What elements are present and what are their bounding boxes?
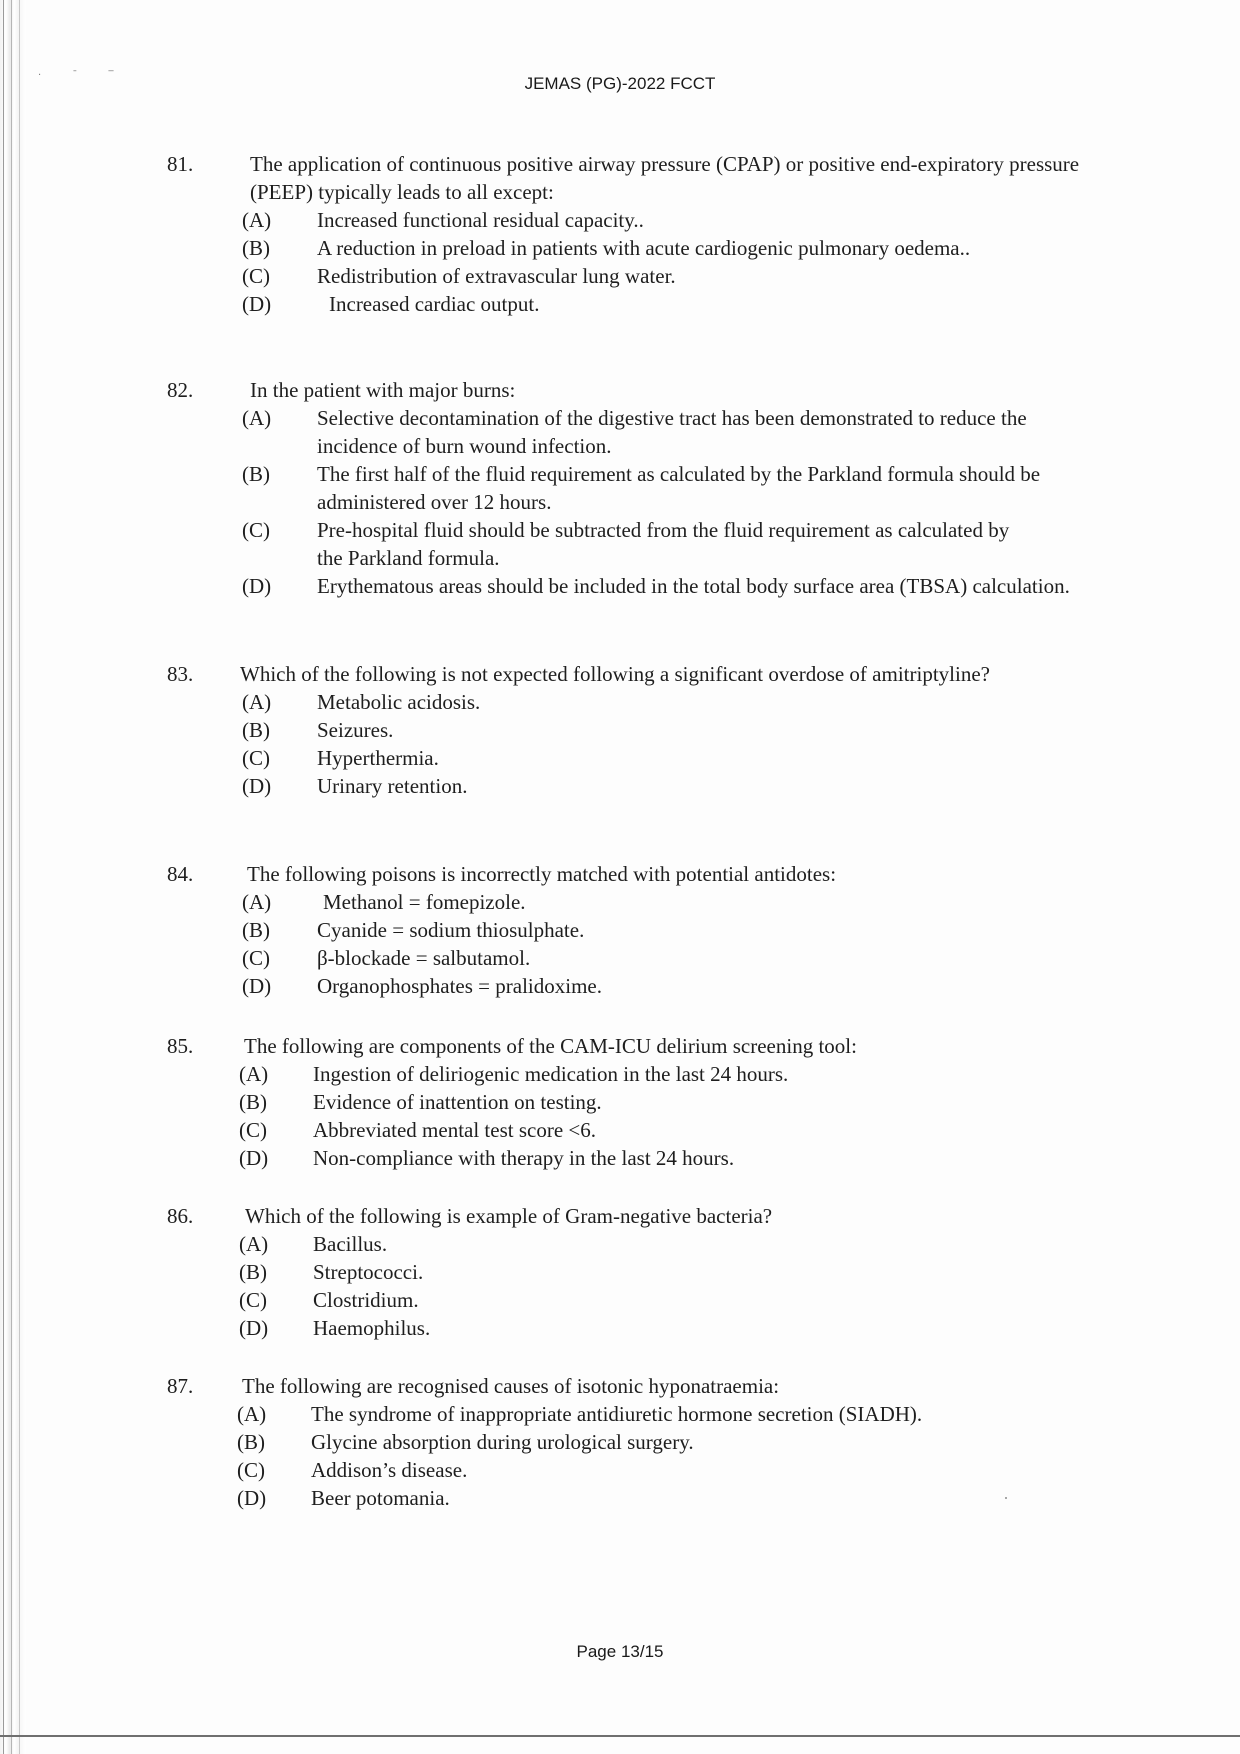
option-b — [0, 460, 1240, 516]
option-label: (B) — [242, 718, 270, 742]
option-label: (A) — [242, 690, 272, 714]
option-list — [0, 1230, 1240, 1342]
scan-bottom-edge — [0, 1735, 1240, 1737]
option-d — [0, 1314, 1240, 1342]
option-a — [0, 1230, 1240, 1258]
option-text: Glycine absorption during urological surgery. — [311, 1430, 694, 1454]
option-text: Ingestion of deliriogenic medication in the last 24 hours. — [313, 1062, 789, 1086]
option-text: Increased functional residual capacity.. — [317, 208, 644, 232]
option-text: A reduction in preload in patients with acute cardiogenic pulmonary oedema.. — [317, 236, 971, 260]
option-d — [0, 972, 1240, 1000]
option-label: (C) — [242, 518, 270, 542]
option-text: Beer potomania. — [311, 1486, 450, 1510]
option-c — [0, 1456, 1240, 1484]
question-86 — [0, 1202, 1240, 1342]
option-label: (D) — [242, 574, 272, 598]
option-text: Metabolic acidosis. — [317, 690, 481, 714]
option-text: β-blockade = salbutamol. — [317, 946, 531, 970]
option-label: (A) — [242, 406, 272, 430]
question-stem: The application of continuous positive airway pressure (CPAP) or positive end-expiratory pressure (PEEP) typically leads to all except: — [250, 152, 1080, 204]
option-label: (C) — [242, 746, 270, 770]
option-label: (B) — [239, 1260, 267, 1284]
question-number: 82. — [167, 378, 194, 402]
question-number: 85. — [167, 1034, 194, 1058]
option-label: (A) — [239, 1232, 269, 1256]
option-list — [0, 888, 1240, 1000]
option-text: Organophosphates = pralidoxime. — [317, 974, 602, 998]
option-label: (C) — [239, 1118, 267, 1142]
page-header: JEMAS (PG)-2022 FCCT — [524, 74, 716, 93]
option-list — [0, 1400, 1240, 1512]
option-label: (C) — [242, 264, 270, 288]
option-a — [0, 1060, 1240, 1088]
option-label: (C) — [242, 946, 270, 970]
option-b — [0, 716, 1240, 744]
option-label: (B) — [242, 918, 270, 942]
option-label: (B) — [237, 1430, 265, 1454]
question-stem: Which of the following is example of Gram-negative bacteria? — [245, 1204, 773, 1228]
option-c — [0, 1286, 1240, 1314]
option-text: Increased cardiac output. — [329, 292, 540, 316]
question-stem: The following poisons is incorrectly matched with potential antidotes: — [247, 862, 837, 886]
option-c — [0, 744, 1240, 772]
option-d — [0, 572, 1240, 600]
question-number: 83. — [167, 662, 194, 686]
option-text: Cyanide = sodium thiosulphate. — [317, 918, 585, 942]
option-b — [0, 1258, 1240, 1286]
option-a — [0, 888, 1240, 916]
option-c — [0, 516, 1240, 572]
option-text: Abbreviated mental test score <6. — [313, 1118, 596, 1142]
option-text: The syndrome of inappropriate antidiuretic hormone secretion (SIADH). — [311, 1402, 923, 1426]
question-stem: The following are components of the CAM-ICU delirium screening tool: — [244, 1034, 857, 1058]
option-text: Methanol = fomepizole. — [323, 890, 526, 914]
scan-speck — [1005, 1497, 1007, 1499]
option-b — [0, 916, 1240, 944]
question-81 — [0, 150, 1240, 318]
option-b — [0, 1428, 1240, 1456]
question-87 — [0, 1372, 1240, 1512]
option-text: Urinary retention. — [317, 774, 468, 798]
option-c — [0, 262, 1240, 290]
option-label: (D) — [242, 292, 272, 316]
option-label: (B) — [242, 462, 270, 486]
option-b — [0, 234, 1240, 262]
option-text: Evidence of inattention on testing. — [313, 1090, 602, 1114]
option-label: (C) — [237, 1458, 265, 1482]
question-stem: The following are recognised causes of isotonic hyponatraemia: — [242, 1374, 780, 1398]
option-c — [0, 1116, 1240, 1144]
option-text: Haemophilus. — [313, 1316, 431, 1340]
option-c — [0, 944, 1240, 972]
option-text: Clostridium. — [313, 1288, 419, 1312]
question-82 — [0, 376, 1240, 600]
option-label: (B) — [242, 236, 270, 260]
option-text: Pre-hospital fluid should be subtracted from the fluid requirement as calculated by the Parkland formula. — [317, 518, 1010, 570]
option-label: (D) — [242, 774, 272, 798]
option-text: Hyperthermia. — [317, 746, 439, 770]
option-text: The first half of the fluid requirement as calculated by the Parkland formula should be administered over 12 hours. — [317, 462, 1041, 514]
question-84 — [0, 860, 1240, 1000]
option-a — [0, 688, 1240, 716]
option-text: Erythematous areas should be included in the total body surface area (TBSA) calculation. — [317, 574, 1070, 598]
option-text: Addison’s disease. — [311, 1458, 468, 1482]
option-text: Selective decontamination of the digestive tract has been demonstrated to reduce the incidence of burn wound infection. — [317, 406, 1027, 458]
question-number: 87. — [167, 1374, 194, 1398]
option-label: (D) — [237, 1486, 267, 1510]
option-d — [0, 1144, 1240, 1172]
option-label: (D) — [242, 974, 272, 998]
option-label: (A) — [242, 208, 272, 232]
question-stem: Which of the following is not expected following a significant overdose of amitriptyline? — [240, 662, 990, 686]
option-list — [0, 206, 1240, 318]
option-text: Bacillus. — [313, 1232, 388, 1256]
option-text: Non-compliance with therapy in the last 24 hours. — [313, 1146, 735, 1170]
question-85 — [0, 1032, 1240, 1172]
question-stem: In the patient with major burns: — [250, 378, 516, 402]
option-list — [0, 404, 1240, 600]
question-number: 84. — [167, 862, 194, 886]
option-list — [0, 688, 1240, 800]
option-d — [0, 772, 1240, 800]
option-a — [0, 206, 1240, 234]
option-list — [0, 1060, 1240, 1172]
option-text: Streptococci. — [313, 1260, 424, 1284]
option-label: (D) — [239, 1316, 269, 1340]
question-number: 86. — [167, 1204, 194, 1228]
option-text: Seizures. — [317, 718, 394, 742]
option-d — [0, 290, 1240, 318]
option-b — [0, 1088, 1240, 1116]
option-label: (A) — [242, 890, 272, 914]
option-a — [0, 404, 1240, 460]
page-footer: Page 13/15 — [576, 1642, 664, 1661]
option-label: (D) — [239, 1146, 269, 1170]
question-83 — [0, 660, 1240, 800]
option-label: (A) — [239, 1062, 269, 1086]
option-label: (A) — [237, 1402, 267, 1426]
option-label: (C) — [239, 1288, 267, 1312]
option-d — [0, 1484, 1240, 1512]
scan-specks: · ˉ ‾ — [38, 70, 128, 81]
option-a — [0, 1400, 1240, 1428]
option-label: (B) — [239, 1090, 267, 1114]
option-text: Redistribution of extravascular lung water. — [317, 264, 676, 288]
question-number: 81. — [167, 152, 194, 176]
